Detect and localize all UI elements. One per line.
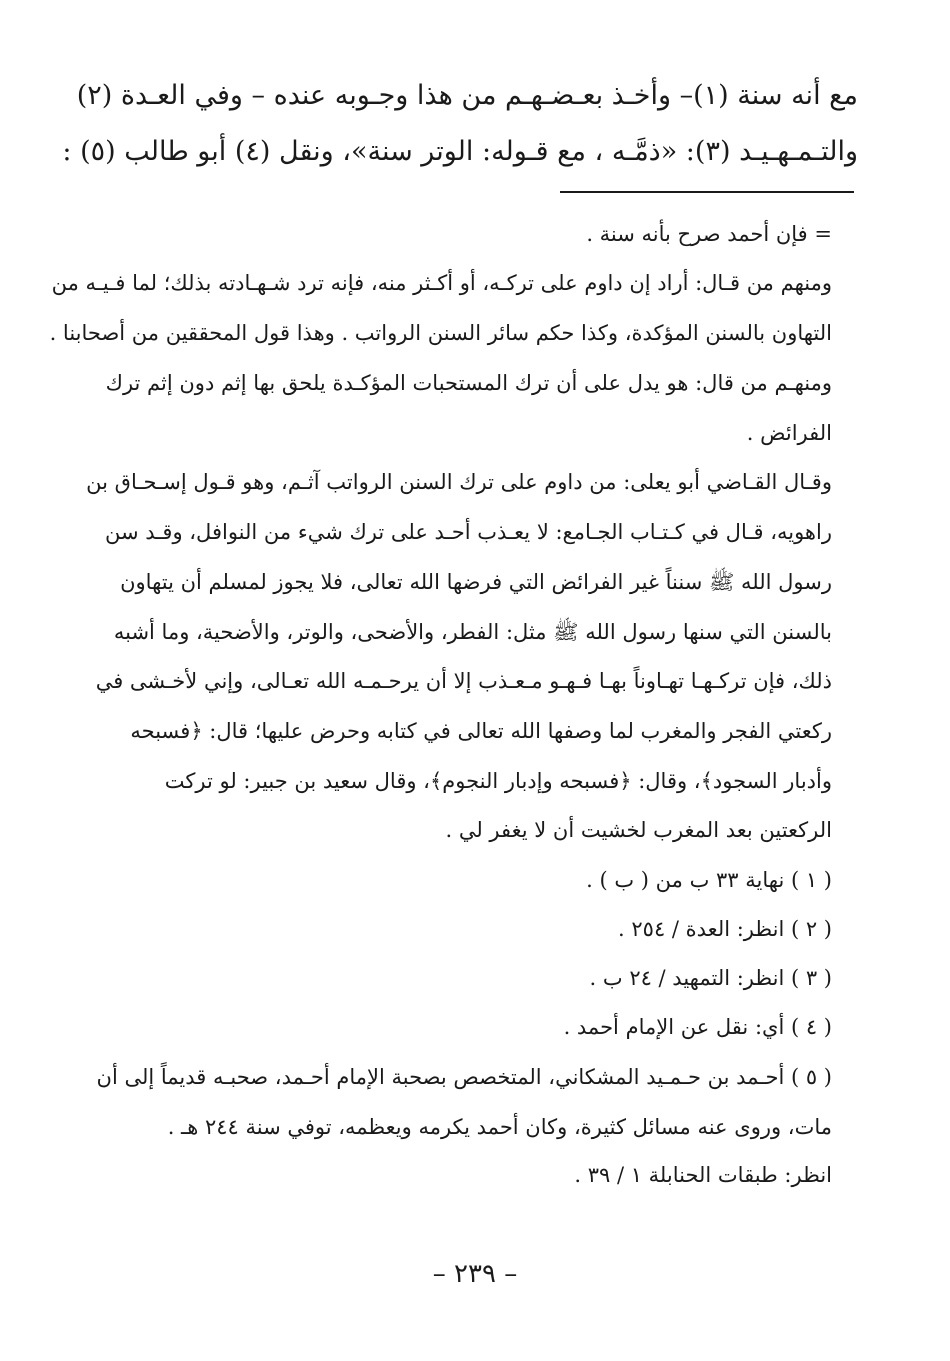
footnote-continuation-line: ذلك، فإن تركـهـا تهـاوناً بهـا فـهـو مـعـذب إلا أن يرحـمـه الله تعـالى، وإني لأخـشى في xyxy=(95,669,832,693)
footnote-continuation-line: راهويه، قـال في كـتـاب الجـامع: لا يعـذب أحـد على ترك شيء من النوافل، وقـد سن xyxy=(104,520,832,544)
footnote-1: ( ١ ) نهاية ٣٣ ب من ( ب ) . xyxy=(586,868,832,892)
footnote-2: ( ٢ ) انظر: العدة / ٢٥٤ . xyxy=(618,917,832,941)
footnote-5-continuation: مات، وروى عنه مسائل كثيرة، وكان أحمد يكرمه ويعظمه، توفي سنة ٢٤٤ هـ . xyxy=(167,1115,832,1139)
footnote-continuation-line: وقـال القـاضي أبو يعلى: من داوم على ترك السنن الرواتب آثـم، وهو قـول إسـحـاق بن xyxy=(86,470,832,494)
footnote-continuation-line: ومنهم من قـال: أراد إن داوم على تركـه، أو أكـثر منه، فإنه ترد شـهـادته بذلك؛ لما فـيـه من xyxy=(51,271,832,295)
footnote-continuation-line: ومنهـم من قال: هو يدل على أن ترك المستحبات المؤكـدة يلحق بها إثم دون إثم ترك xyxy=(105,371,832,395)
footnote-5-reference: انظر: طبقات الحنابلة ١ / ٣٩ . xyxy=(574,1163,832,1187)
footnote-continuation-line: الفرائض . xyxy=(746,421,832,445)
footnote-continuation-line: = فإن أحمد صرح بأنه سنة . xyxy=(586,222,832,246)
footnote-5: ( ٥ ) أحـمد بن حـمـيد المشكاني، المتخصص بصحبة الإمام أحـمد، صحبـه قديماً إلى أن xyxy=(96,1065,832,1089)
footnote-continuation-line: التهاون بالسنن المؤكدة، وكذا حكم سائر السنن الرواتب . وهذا قول المحققين من أصحابنا . xyxy=(49,321,832,345)
footnote-separator xyxy=(560,191,854,193)
main-text-line-1: مع أنه سنة (١)– وأخـذ بعـضـهـم من هذا وجـوبه عنده – وفي العـدة (٢) xyxy=(76,80,858,111)
main-text-line-2: والتـمـهـيـد (٣): «ذمَّـه ، مع قـوله: الوتر سنة»، ونقل (٤) أبو طالب (٥) : xyxy=(62,136,858,167)
page-number: – ٢٣٩ – xyxy=(432,1259,518,1289)
footnote-continuation-line: ركعتي الفجر والمغرب لما وصفها الله تعالى في كتابه وحرض عليها؛ قال: ﴿فسبحه xyxy=(130,719,832,743)
footnote-continuation-line: رسول الله ﷺ سنناً غير الفرائض التي فرضها الله تعالى، فلا يجوز لمسلم أن يتهاون xyxy=(120,570,832,594)
footnote-continuation-line: وأدبار السجود﴾، وقال: ﴿فسبحه وإدبار النجوم﴾، وقال سعيد بن جبير: لو تركت xyxy=(164,769,832,793)
footnote-4: ( ٤ ) أي: نقل عن الإمام أحمد . xyxy=(563,1015,832,1039)
footnote-3: ( ٣ ) انظر: التمهيد / ٢٤ ب . xyxy=(589,966,832,990)
footnote-continuation-line: الركعتين بعد المغرب لخشيت أن لا يغفر لي . xyxy=(445,818,832,842)
footnote-continuation-line: بالسنن التي سنها رسول الله ﷺ مثل: الفطر، والأضحى، والوتر، والأضحية، وما أشبه xyxy=(113,620,832,644)
